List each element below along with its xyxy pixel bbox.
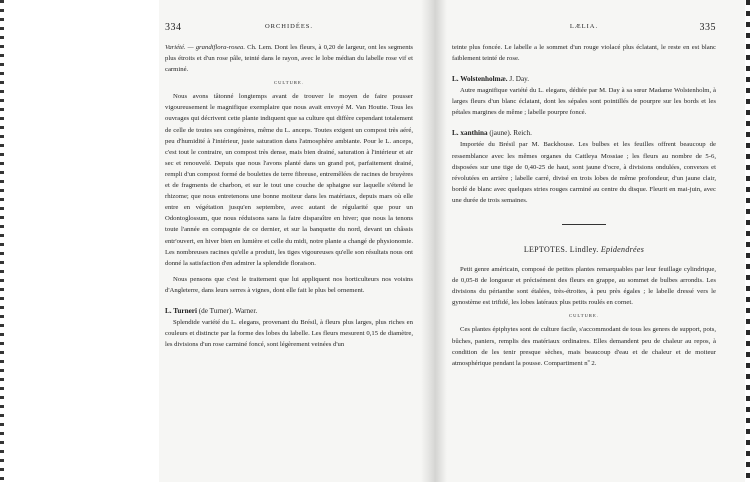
entry-turneri-title bbox=[165, 306, 413, 317]
genus-heading bbox=[452, 245, 716, 254]
culture-paragraph-right: Ces plantes épiphytes sont de culture facile, s'accommodant de tous les genres de support, pots, bûches, paniers, remplis des matériaux ordinaires. Elles demandent peu de chaleur au repos, à condition de les tenir presque sèches, mais beaucoup d'eau et de chaleur et de moiteur atmosphérique pendant la pousse. Compartiment nº 2. bbox=[452, 326, 716, 367]
book-gutter bbox=[421, 0, 447, 482]
entry-xanthina-text: Importée du Brésil par M. Backhouse. Les bulbes et les feuilles offrent beaucoup de ressemblance avec les mêmes organes du Cattleya Mossiae ; les fleurs au nombre de 5-6, disposées sur une tige de 0,40-25 de haut, sont jaune d'ocre, à divisions ondulées, convexes et révolutées en arrière ; labelle carré, divisé en trois lobes de même profondeur, d'un jaune clair, bordé de blanc avec quelques stries rouges carminé au centre du disque. Fleurit en mai-juin, avec une durée de trois semaines. bbox=[452, 141, 716, 204]
left-page bbox=[165, 22, 413, 477]
entry-wolstenholmae-authority: J. Day. bbox=[509, 75, 530, 84]
entry-turneri-name: L. Turneri bbox=[165, 306, 197, 315]
entry-wolstenholmae-text: Autre magnifique variété du L. elegans, dédiée par M. Day à sa sœur Madame Wolstenholm, à larges fleurs d'un blanc éclatant, dont les sépales sont pointillés de pourpre sur les bords et les pétales margines de même ; labelle pourpre foncé. bbox=[452, 87, 716, 117]
left-page-header bbox=[165, 22, 413, 34]
culture-paragraph-2: Nous pensons que c'est le traitement que lui appliquent nos horticulteurs nos voisins d'Angleterre, dans leurs serres à vignes, dont elle fait le plus bel ornement. bbox=[165, 275, 413, 294]
entry-xanthina-title bbox=[452, 128, 716, 139]
variety-text: Ch. Lem. Dont les fleurs, à 0,20 de largeur, ont les segments plus étroits et d'un rose pâle, teinté dans le rayon, avec le lobe médian du labelle rose vif et carminé. bbox=[165, 44, 413, 74]
entry-xanthina-authority: (jaune). Reich. bbox=[489, 129, 532, 138]
culture-heading-right: CULTURE. bbox=[569, 313, 599, 319]
right-page-header bbox=[452, 22, 716, 34]
culture-heading-left: CULTURE. bbox=[274, 80, 304, 86]
entry-wolstenholmae-title bbox=[452, 74, 716, 85]
genus-authority: Lindley. bbox=[569, 245, 599, 255]
scan-edge-left bbox=[0, 0, 4, 482]
right-page-number: 335 bbox=[699, 22, 716, 33]
continuation-paragraph: teinte plus foncée. Le labelle a le sommet d'un rouge violacé plus éclatant, le reste en est blanc faiblement teinté de rose. bbox=[452, 44, 716, 63]
entry-turneri-text: Splendide variété du L. elegans, provenant du Brésil, à fleurs plus larges, plus riches en couleurs et distincte par la forme des lobes du labelle. Les fleurs mesurent 0,15 de diamètre, les divisions d'un rose carminé foncé, sont légèrement veinées d'un bbox=[165, 318, 413, 349]
left-page-number: 334 bbox=[165, 22, 182, 33]
genus-epithet: Epidendrées bbox=[600, 245, 645, 255]
culture-paragraph-1: Nous avons tâtonné longtemps avant de trouver le moyen de faire pousser vigoureusement le magnifique exemplaire que nous avait envoyé M. Van Houtte. Tous les ouvrages qui décrivent cette plante indiquent que sa culture qui diffère cependant totalement de celle de toutes ses congénères, même du L. anceps. Toutes exigent un compost très aéré, peu d'humidité à l'intérieur, juste saturation dans l'atmosphère ambiante. Pour le L. anceps, c'est tout le contraire, un compost très dense, mais bien drainé, saturation à l'intérieur et air sec et renouvelé. Depuis que nous l'avons planté dans un grand pot, parfaitement drainé, rempli d'un compost formé de boulettes de terre fibreuse, entremêlées de racines de bruyères et de fragments de charbon, et sur le tout une couche de sphaigne sur laquelle s'étend le rhizome; que nous entretenons une bonne moiteur dans les matériaux, depuis mars où elle entre en végétation jusqu'en septembre, avec autant de régularité que pour un Odontoglossum, que nous réduisons sans la faire disparaître en hiver; que nous la tenons toute l'année en compagnie de ce dernier, et sur la banquette du nord, devant un châssis entr'ouvert, en hiver bien en lumière et celle du midi, notre plante a changé de physionomie. Les nombreuses racines qu'elle a produit, les tiges vigoureuses qu'elle son résultats nous ont donné la satisfaction d'en admirer la splendide floraison. bbox=[165, 93, 413, 267]
variety-paragraph bbox=[165, 42, 413, 75]
book-spread bbox=[159, 0, 745, 482]
entry-turneri-authority: (de Turner). Warner. bbox=[198, 306, 258, 315]
left-running-head: ORCHIDÉES. bbox=[264, 23, 314, 30]
genus-paragraph: Petit genre américain, composé de petites plantes remarquables par leur feuillage cylindrique, de 0,05-8 de longueur et précisément des fleurs en grappe, au sommet de bulbes arrondis. Les divisions du périanthe sont étalées, très-étroites, à peu près égales ; le labelle dressé vers le gynostème est trifidé, les lobes latéraux plus petits roulés en cornet. bbox=[452, 266, 716, 307]
scan-edge-right bbox=[746, 0, 750, 482]
variety-label: Variété. — grandiflora-rosea. bbox=[165, 44, 246, 51]
right-page bbox=[452, 22, 716, 477]
right-running-head: LÆLIA. bbox=[569, 23, 599, 30]
section-divider bbox=[562, 224, 606, 225]
genus-name: LEPTOTES. bbox=[523, 245, 568, 255]
entry-xanthina-name: L. xanthina bbox=[452, 129, 488, 138]
entry-wolstenholmae-name: L. Wolstenholmæ. bbox=[452, 75, 508, 84]
